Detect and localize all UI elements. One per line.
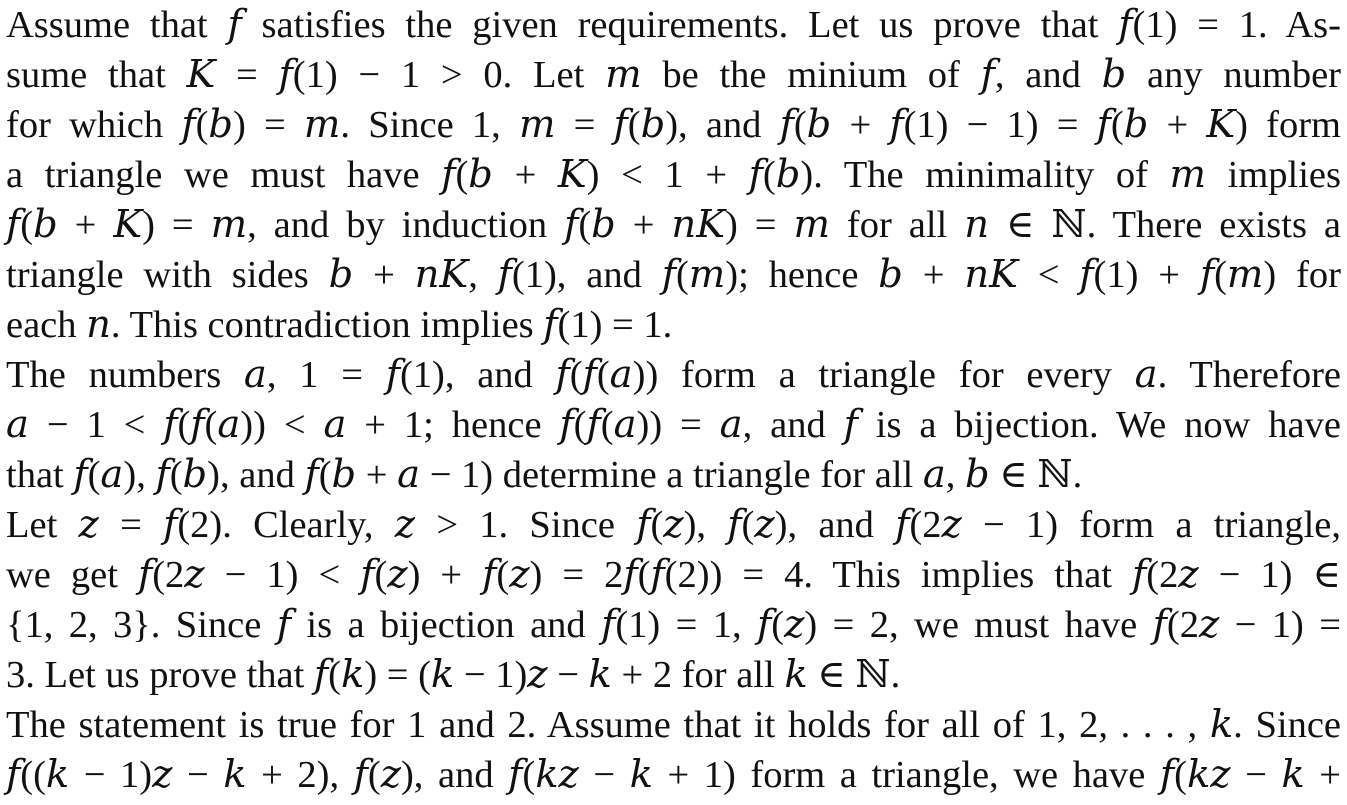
text-line-16: 𝑓((𝑘 − 1)𝑧 − 𝑘 + 2), 𝑓(𝑧), and 𝑓(𝑘𝑧 − 𝑘 + 1) form a triangle, we have 𝑓(𝑘𝑧 − 𝑘 + — [6, 754, 1341, 796]
text-line-10: that 𝑓(𝑎), 𝑓(𝑏), and 𝑓(𝑏 + 𝑎 − 1) determine a triangle for all 𝑎, 𝑏 ∈ ℕ. — [6, 454, 1083, 496]
text-line-5: 𝑓(𝑏 + 𝐾) = 𝑚, and by induction 𝑓(𝑏 + 𝑛𝐾) = 𝑚 for all 𝑛 ∈ ℕ. There exists a — [6, 204, 1341, 246]
text-line-2: sume that 𝐾 = 𝑓(1) − 1 > 0. Let 𝑚 be the minium of 𝑓, and 𝑏 any number — [6, 54, 1341, 96]
text-line-8: The numbers 𝑎, 1 = 𝑓(1), and 𝑓(𝑓(𝑎)) form a triangle for every 𝑎. Therefore — [6, 354, 1341, 396]
text-line-4: a triangle we must have 𝑓(𝑏 + 𝐾) < 1 + 𝑓(𝑏). The minimality of 𝑚 implies — [6, 154, 1341, 196]
text-line-9: 𝑎 − 1 < 𝑓(𝑓(𝑎)) < 𝑎 + 1; hence 𝑓(𝑓(𝑎)) = 𝑎, and 𝑓 is a bijection. We now have — [6, 404, 1341, 446]
text-line-14: 3. Let us prove that 𝑓(𝑘) = (𝑘 − 1)𝑧 − 𝑘 + 2 for all 𝑘 ∈ ℕ. — [6, 654, 901, 696]
text-line-12: we get 𝑓(2𝑧 − 1) < 𝑓(𝑧) + 𝑓(𝑧) = 2𝑓(𝑓(2)) = 4. This implies that 𝑓(2𝑧 − 1) ∈ — [6, 554, 1341, 596]
text-line-1: Assume that 𝑓 satisfies the given requirements. Let us prove that 𝑓(1) = 1. As- — [6, 4, 1341, 46]
text-line-13: {1, 2, 3}. Since 𝑓 is a bijection and 𝑓(1) = 1, 𝑓(𝑧) = 2, we must have 𝑓(2𝑧 − 1) = — [6, 604, 1341, 646]
text-line-7: each 𝑛. This contradiction implies 𝑓(1) = 1. — [6, 304, 673, 346]
text-line-15: The statement is true for 1 and 2. Assume that it holds for all of 1, 2, . . . , 𝑘. Since — [6, 704, 1341, 746]
text-line-11: Let 𝑧 = 𝑓(2). Clearly, 𝑧 > 1. Since 𝑓(𝑧), 𝑓(𝑧), and 𝑓(2𝑧 − 1) form a triangle, — [6, 504, 1341, 546]
text-line-3: for which 𝑓(𝑏) = 𝑚. Since 1, 𝑚 = 𝑓(𝑏), and 𝑓(𝑏 + 𝑓(1) − 1) = 𝑓(𝑏 + 𝐾) form — [6, 104, 1341, 146]
text-line-6: triangle with sides 𝑏 + 𝑛𝐾, 𝑓(1), and 𝑓(𝑚); hence 𝑏 + 𝑛𝐾 < 𝑓(1) + 𝑓(𝑚) for — [6, 254, 1341, 296]
